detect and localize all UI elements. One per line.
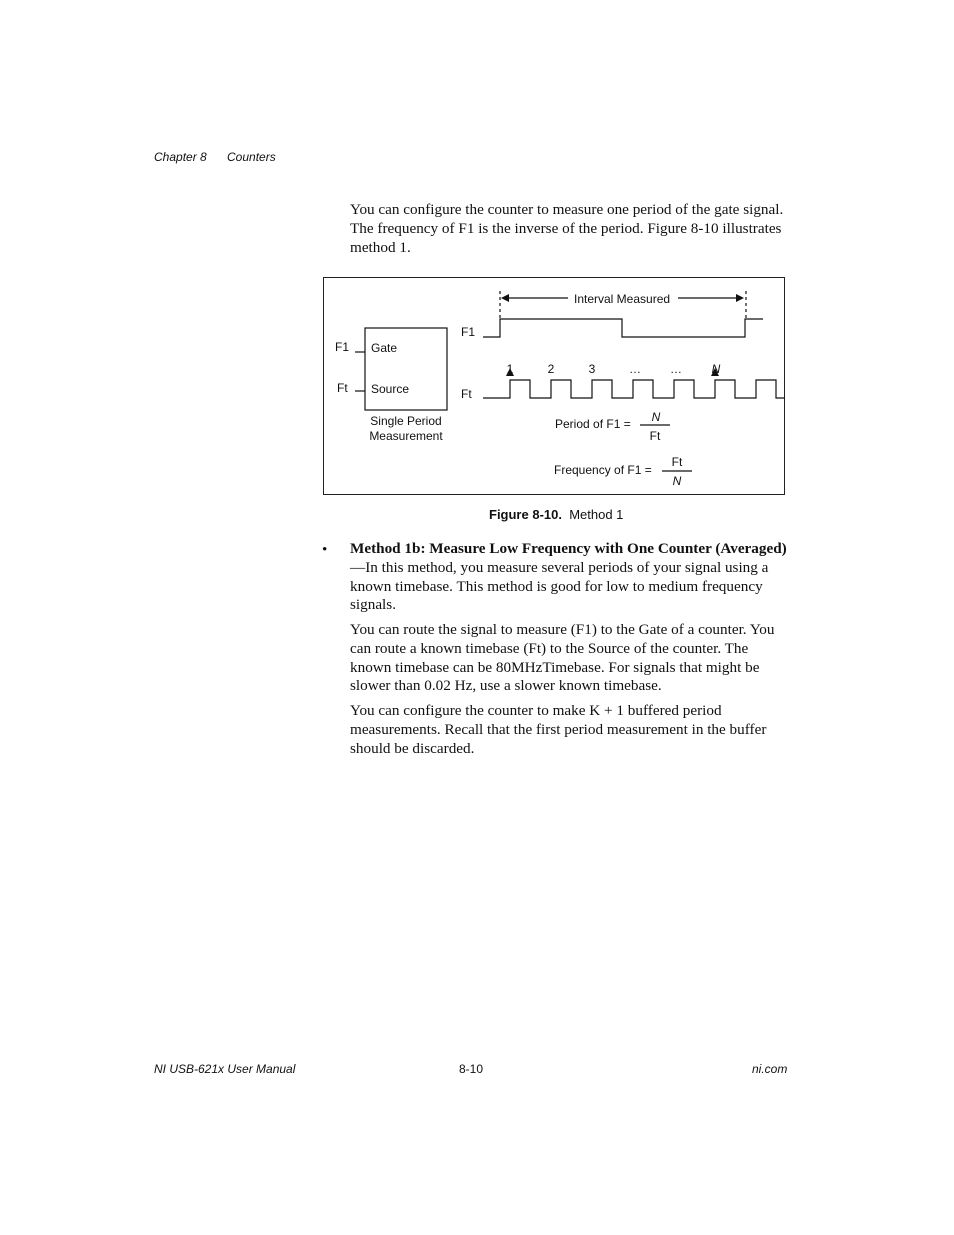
route-paragraph: You can route the signal to measure (F1) to the Gate of a counter. You can route a known timebase (Ft) to the Source of the counter. The known timebase can be 80MHzTimebase. For signals that might be slower than 0.02 Hz, use a slower known timebase. xyxy=(350,621,775,695)
frequency-formula-label: Frequency of F1 = xyxy=(554,463,652,477)
period-denominator: Ft xyxy=(649,429,661,443)
buffer-paragraph: You can configure the counter to make K + 1 buffered period measurements. Recall that the first period measurement in the buffer should be discarded. xyxy=(350,702,767,757)
gate-label: Gate xyxy=(371,341,398,355)
figure-number: Figure 8-10. xyxy=(489,507,562,522)
f1-signal-label: F1 xyxy=(461,325,476,339)
header-chapter: Chapter 8 xyxy=(154,150,207,164)
frequency-denominator: N xyxy=(672,474,682,488)
period-numerator: N xyxy=(651,410,661,424)
pulse-label-ellipsis-2: … xyxy=(670,362,682,376)
block-caption-line1: Single Period xyxy=(370,414,442,428)
f1-waveform xyxy=(483,319,763,337)
footer-website: ni.com xyxy=(752,1062,788,1076)
pulse-label-n: N xyxy=(711,362,721,376)
interval-arrowhead-left xyxy=(501,294,509,302)
frequency-numerator: Ft xyxy=(671,455,683,469)
f1-input-label: F1 xyxy=(335,340,350,354)
method-1b-title: Method 1b: Measure Low Frequency with One Counter (Averaged) xyxy=(350,540,787,557)
footer-page-number: 8-10 xyxy=(459,1062,484,1076)
method-1-diagram xyxy=(323,277,785,495)
interval-measured-label: Interval Measured xyxy=(574,292,671,306)
ft-waveform xyxy=(483,380,785,398)
pulse-label-1: 1 xyxy=(506,362,514,376)
figure-title: Method 1 xyxy=(569,507,624,522)
header-section: Counters xyxy=(227,150,276,164)
ft-signal-label: Ft xyxy=(461,387,472,401)
ft-input-label: Ft xyxy=(337,381,348,395)
source-label: Source xyxy=(371,382,410,396)
block-caption-line2: Measurement xyxy=(369,429,443,443)
footer-manual-title: NI USB-621x User Manual xyxy=(154,1062,296,1076)
method-1b-text: —In this method, you measure several periods of your signal using a known timebase. This method is good for low to medium frequency signals. xyxy=(350,558,769,614)
pulse-label-3: 3 xyxy=(588,362,596,376)
figure-caption xyxy=(489,507,623,522)
method-1b-paragraph xyxy=(350,540,790,615)
pulse-label-ellipsis-1: … xyxy=(629,362,641,376)
intro-paragraph: You can configure the counter to measure one period of the gate signal. The frequency of F1 is the inverse of the period. Figure 8-10 illustrates method 1. xyxy=(350,201,784,256)
pulse-label-2: 2 xyxy=(547,362,555,376)
bullet-marker: • xyxy=(322,541,328,558)
period-formula-label: Period of F1 = xyxy=(555,417,631,431)
interval-arrowhead-right xyxy=(736,294,744,302)
